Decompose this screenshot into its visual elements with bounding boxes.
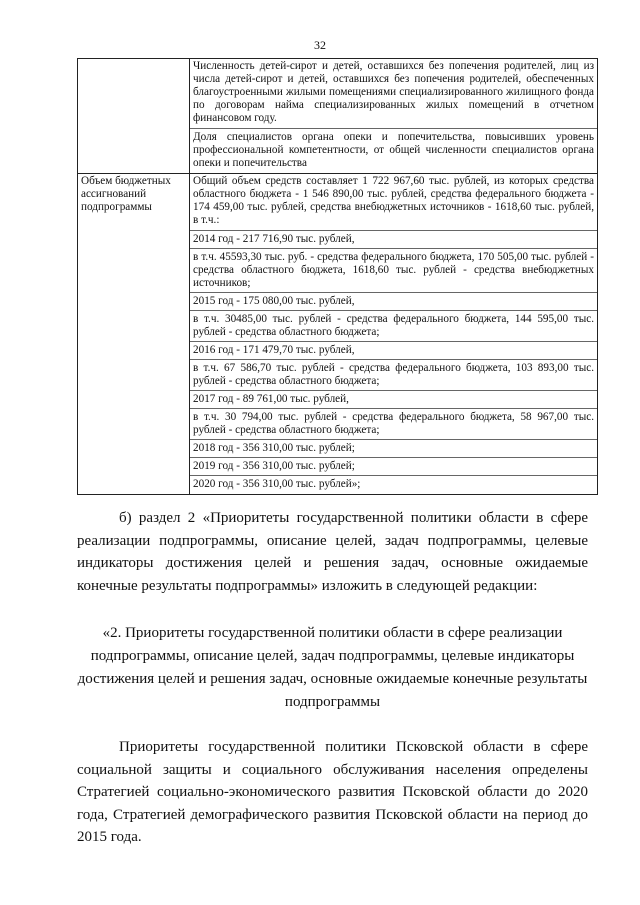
section-heading: «2. Приоритеты государственной политики области в сфере реализации подпрограммы, описание целей, задач подпрограммы, целевые индикаторы достижения целей и решения задач, основные ожидаемые конечные результаты подпрограммы — [77, 625, 588, 710]
row-content-cell — [190, 174, 598, 495]
table-row — [78, 174, 598, 495]
budget-year-2019: 2019 год - 356 310,00 тыс. рублей; — [190, 457, 597, 475]
page-number: 32 — [314, 38, 326, 52]
indicator-orphans-housing: Численность детей-сирот и детей, оставшихся без попечения родителей, лиц из числа детей-сирот и детей, оставшихся без попечения родителей, обеспеченных благоустроенными жилыми помещениями специализированного жилищного фонда по договорам найма специализированных жилых помещений в отчетном финансовом году. — [193, 60, 594, 124]
priorities-paragraph: Приоритеты государственной политики Псковской области в сфере социальной защиты и социального обслуживания населения определены Стратегией социально-экономического развития Псковской области до 2020 года, Стратегией демографического развития Псковской области на период до 2015 года. — [77, 739, 588, 845]
budget-breakdown-2017: в т.ч. 30 794,00 тыс. рублей - средства федерального бюджета, 58 967,00 тыс. рублей - средства областного бюджета; — [190, 408, 597, 439]
budget-year-2018: 2018 год - 356 310,00 тыс. рублей; — [190, 439, 597, 457]
budget-year-2020: 2020 год - 356 310,00 тыс. рублей»; — [190, 475, 597, 493]
indicator-guardianship-specialists: Доля специалистов органа опеки и попечительства, повысивших уровень профессиональной компетентности, от общей численности специалистов органа опеки и попечительства — [190, 128, 597, 172]
row-label-cell: Объем бюджетных ассигнований подпрограммы — [78, 174, 190, 495]
budget-breakdown-2015: в т.ч. 30485,00 тыс. рублей - средства федерального бюджета, 144 595,00 тыс. рублей - средства областного бюджета; — [190, 310, 597, 341]
budget-breakdown-2016: в т.ч. 67 586,70 тыс. рублей - средства федерального бюджета, 103 893,00 тыс. рублей - средства областного бюджета; — [190, 359, 597, 390]
budget-year-2017: 2017 год - 89 761,00 тыс. рублей, — [190, 390, 597, 408]
amendment-paragraph: б) раздел 2 «Приоритеты государственной политики области в сфере реализации подпрограммы, описание целей, задач подпрограммы, целевые индикаторы достижения целей и решения задач, основные ожидаемые конечные результаты подпрограммы» изложить в следующей редакции: — [77, 510, 588, 594]
budget-year-2014: 2014 год - 217 716,90 тыс. рублей, — [190, 230, 597, 248]
program-passport-table — [77, 58, 598, 495]
row-content-cell — [190, 59, 598, 174]
table-row — [78, 59, 598, 174]
row-label-cell — [78, 59, 190, 174]
budget-year-2015: 2015 год - 175 080,00 тыс. рублей, — [190, 292, 597, 310]
budget-breakdown-2014: в т.ч. 45593,30 тыс. руб. - средства федерального бюджета, 170 505,00 тыс. рублей - средства областного бюджета, 1618,60 тыс. рублей - средства внебюджетных источников; — [190, 248, 597, 292]
budget-total: Общий объем средств составляет 1 722 967,60 тыс. рублей, из которых средства областного бюджета - 1 546 890,00 тыс. рублей, средства федерального бюджета - 174 459,00 тыс. рублей, средства внебюджетных источников - 1618,60 тыс. рублей, в т.ч.: — [193, 175, 594, 226]
budget-year-2016: 2016 год - 171 479,70 тыс. рублей, — [190, 341, 597, 359]
